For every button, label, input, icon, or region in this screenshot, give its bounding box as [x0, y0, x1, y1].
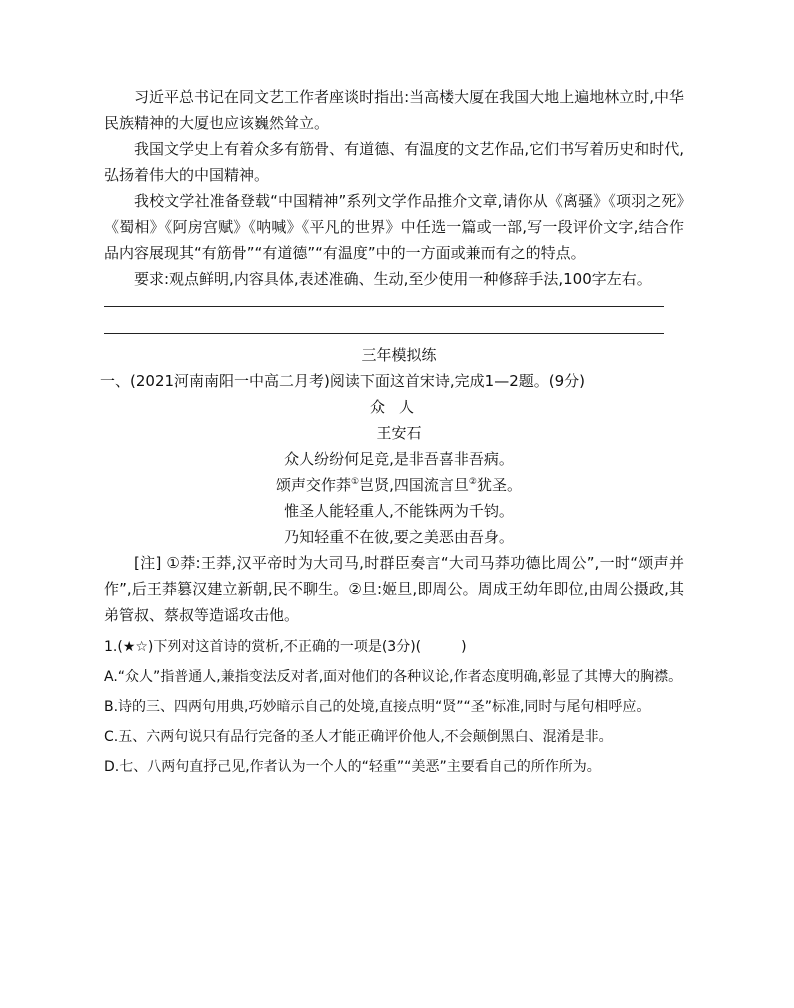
question-1-stem: 1.(★☆)下列对这首诗的赏析,不正确的一项是(3分)( ): [104, 639, 467, 655]
poem-annotation: [注] ①莽:王莽,汉平帝时为大司马,时群臣奏言“大司马莽功德比周公”,一时“颂声并作”,后王莽篡汉建立新朝,民不聊生。②旦:姬旦,即周公。周成王幼年即位,由周公摄政,其弟管叔、蔡叔等造谣攻击他。: [104, 554, 684, 624]
poem-line-4: 乃知轻重不在彼,要之美恶由吾身。: [284, 528, 514, 546]
poem-line-1: 众人纷纷何足竞,是非吾喜非吾病。: [284, 450, 514, 468]
poem-line-3: 惟圣人能轻重人,不能铢两为千钧。: [284, 502, 514, 520]
poem-line-2: 颂声交作莽①岂贤,四国流言旦②犹圣。: [276, 476, 522, 494]
section-title: 三年模拟练: [361, 346, 437, 364]
footnote-mark-2: ②: [468, 477, 477, 487]
document-page: [100, 84, 684, 780]
writing-task-section: [104, 84, 684, 292]
poem-author: 王安石: [376, 424, 422, 442]
poem: [104, 394, 684, 550]
answer-line-1: [104, 306, 664, 307]
reading-task-heading: 一、(2021河南南阳一中高二月考)阅读下面这首宋诗,完成1—2题。(9分): [100, 372, 585, 390]
option-a: A.“众人”指普通人,兼指变法反对者,面对他们的各种议论,作者态度明确,彰显了其博大的胸襟。: [104, 669, 683, 685]
paragraph-quote: 习近平总书记在同文艺工作者座谈时指出:当高楼大厦在我国大地上遍地林立时,中华民族精神的大厦也应该巍然耸立。: [104, 88, 684, 132]
poem-title: 众人: [369, 398, 428, 416]
paragraph-literature: 我国文学史上有着众多有筋骨、有道德、有温度的文艺作品,它们书写着历史和时代,弘扬着伟大的中国精神。: [104, 140, 684, 184]
answer-line-2: [104, 333, 664, 334]
footnote-mark-1: ①: [351, 477, 360, 487]
option-c: C.五、六两句说只有品行完备的圣人才能正确评价他人,不会颠倒黑白、混淆是非。: [104, 729, 613, 745]
paragraph-requirement: 要求:观点鲜明,内容具体,表述准确、生动,至少使用一种修辞手法,100字左右。: [134, 270, 652, 288]
option-d: D.七、八两句直抒己见,作者认为一个人的“轻重”“美恶”主要看自己的所作所为。: [104, 759, 601, 775]
paragraph-task: 我校文学社准备登载“中国精神”系列文学作品推介文章,请你从《离骚》《项羽之死》《蜀相》《阿房宫赋》《呐喊》《平凡的世界》中任选一篇或一部,写一段评价文字,结合作品内容展现其“有筋骨”“有道德”“有温度”中的一方面或兼而有之的特点。: [104, 192, 684, 262]
option-b: B.诗的三、四两句用典,巧妙暗示自己的处境,直接点明“贤”“圣”标准,同时与尾句相呼应。: [104, 699, 651, 715]
